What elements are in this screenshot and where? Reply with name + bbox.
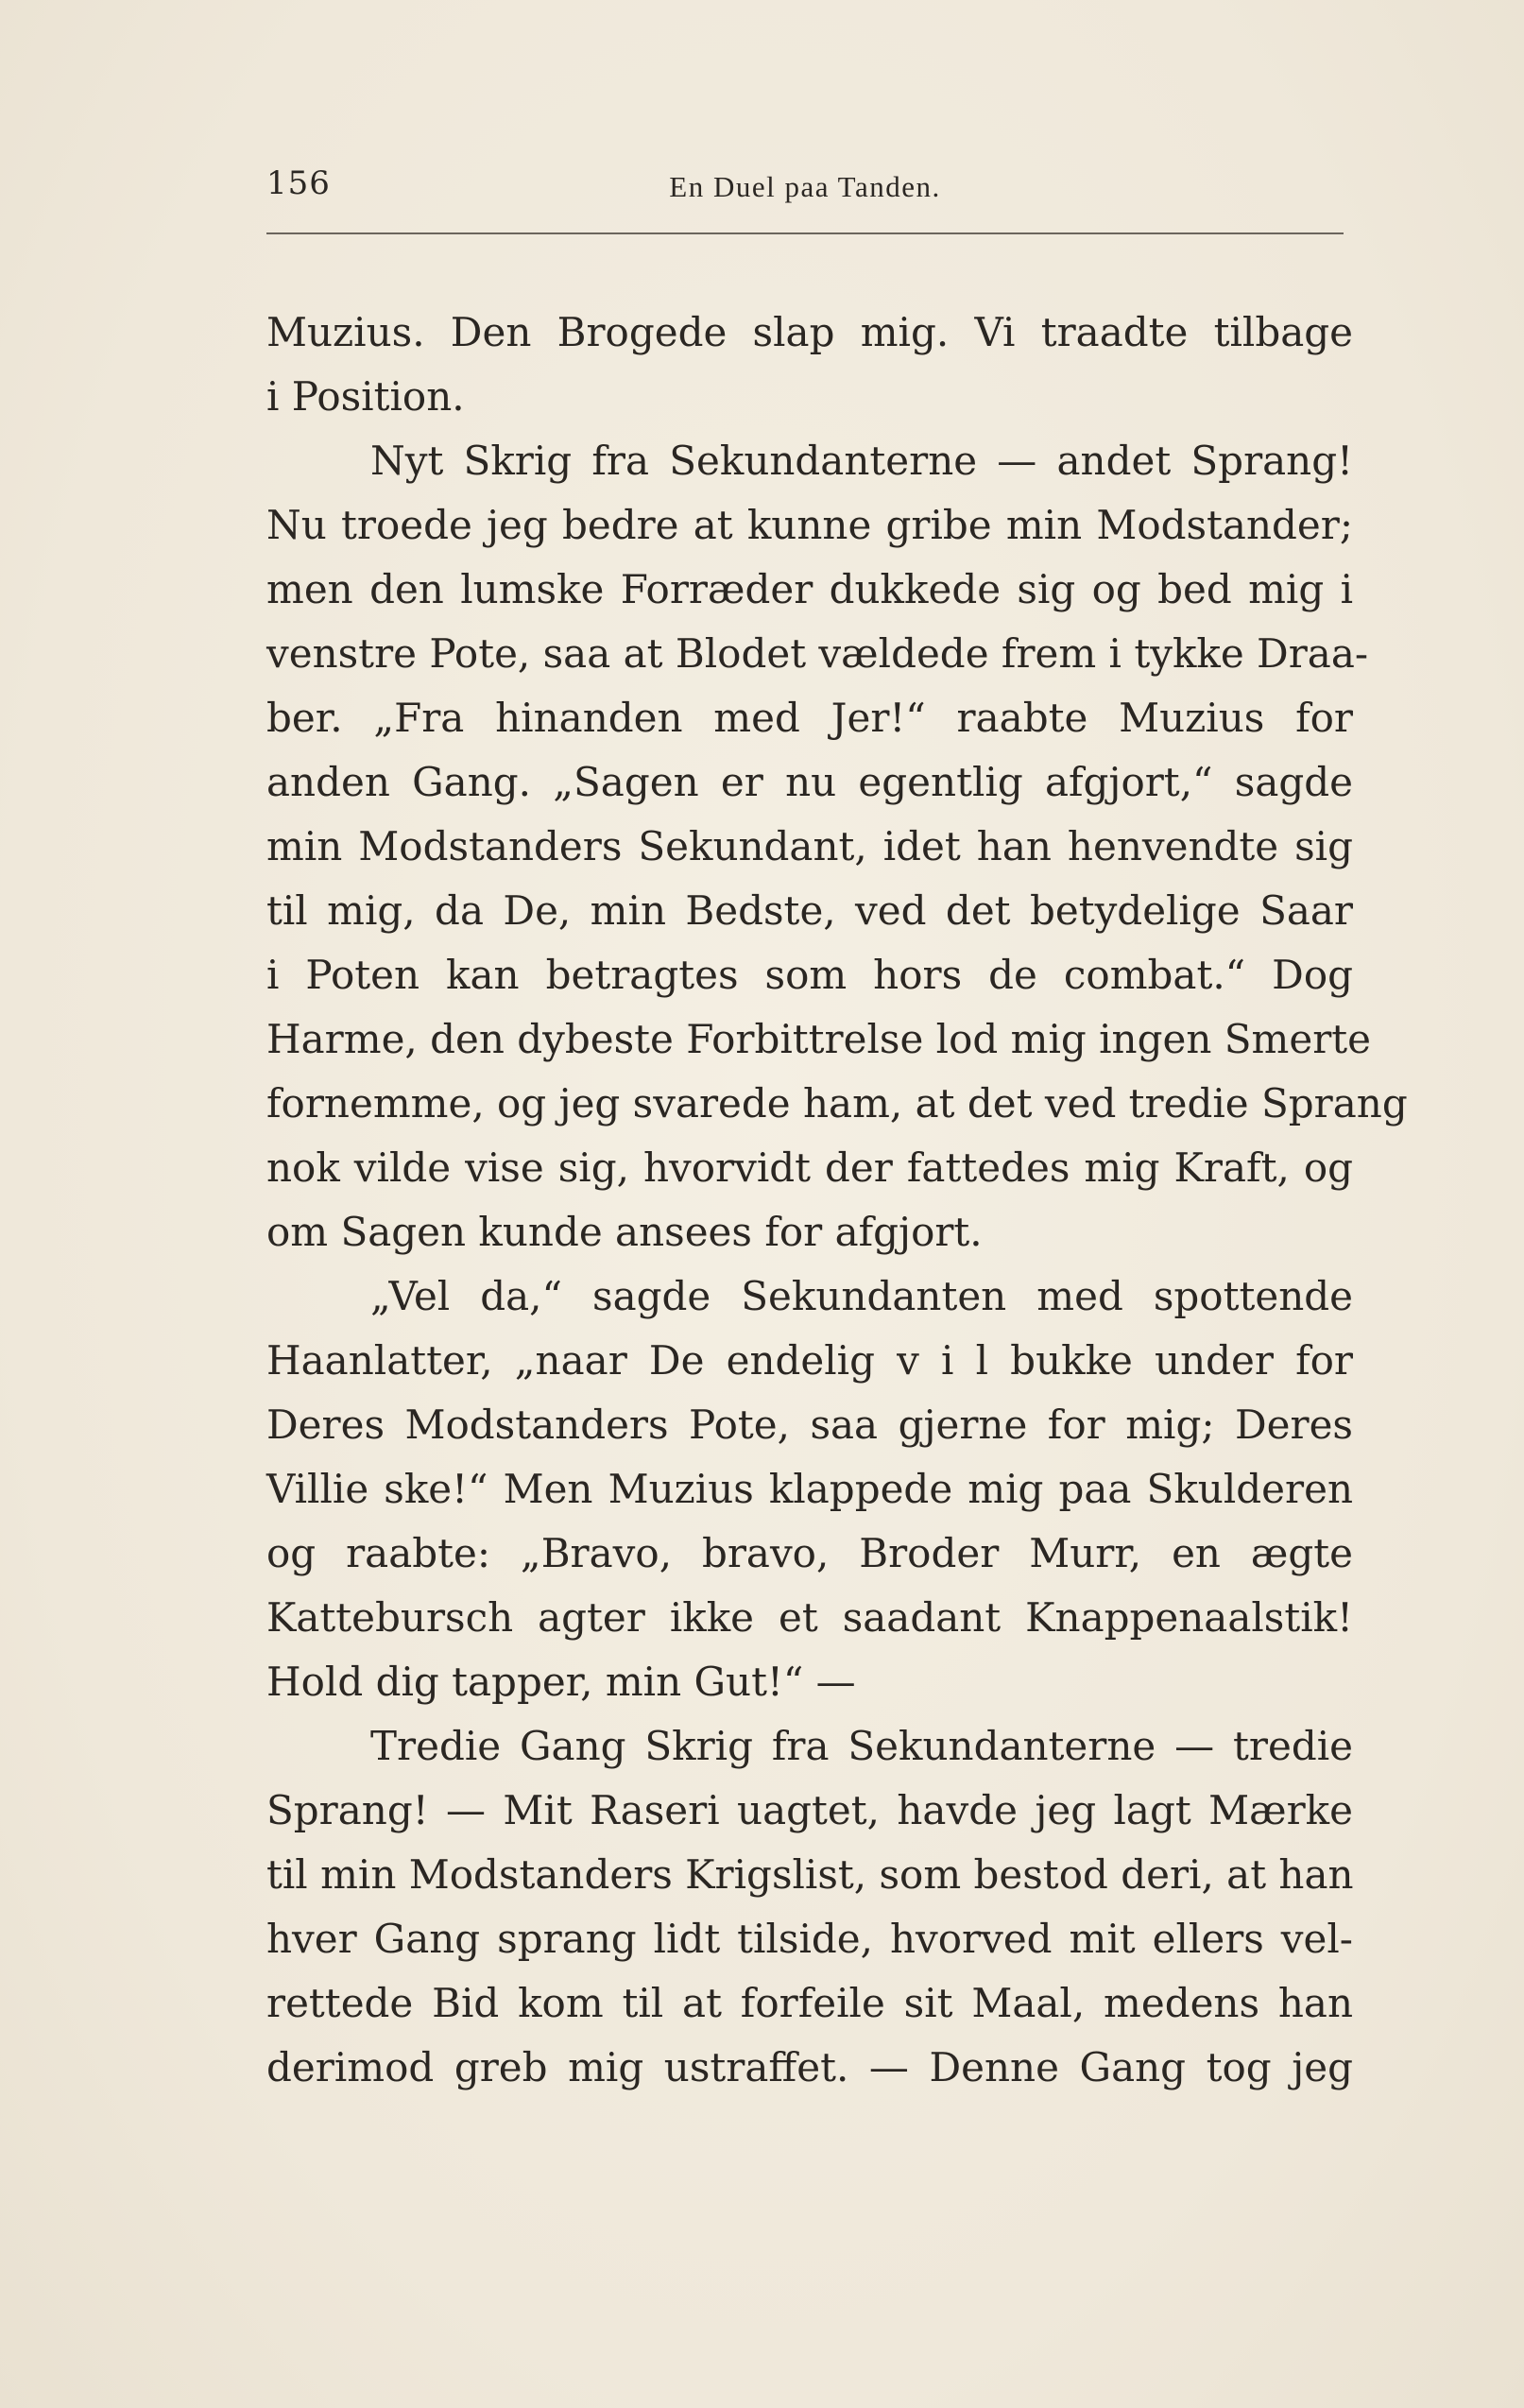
text-line: anden Gang. „Sagen er nu egentlig afgjort,“ sagde [266,759,1353,805]
text-line: til min Modstanders Krigslist, som bestod deri, at han [266,1851,1354,1898]
text-line: „Vel da,“ sagde Sekundanten med spottende [370,1273,1353,1319]
text-line: rettede Bid kom til at forfeile sit Maal, medens han [266,1980,1353,2026]
text-line: Haanlatter, „naar De endelig v i l bukke under for [266,1337,1353,1384]
text-line: venstre Pote, saa at Blodet vældede frem i tykke Draa- [266,630,1369,677]
text-line: Kattebursch agter ikke et saadant Knappenaalstik! [266,1594,1353,1641]
text-line: derimod greb mig ustraffet. — Denne Gang tog jeg [266,2044,1353,2090]
text-line: min Modstanders Sekundant, idet han henvendte sig [266,823,1353,869]
running-head [266,159,1344,215]
text-line: hver Gang sprang lidt tilside, hvorved mit ellers vel- [266,1916,1353,1962]
text-line: Deres Modstanders Pote, saa gjerne for mig; Deres [266,1402,1353,1448]
text-line: til mig, da De, min Bedste, ved det betydelige Saar [266,887,1353,934]
text-line: i Poten kan betragtes som hors de combat.“ Dog [266,952,1353,998]
text-line: Muzius. Den Brogede slap mig. Vi traadte tilbage [266,309,1353,355]
text-line: Harme, den dybeste Forbittrelse lod mig ingen Smerte [266,1016,1372,1062]
text-line: nok vilde vise sig, hvorvidt der fattedes mig Kraft, og [266,1144,1353,1191]
header-rule [266,232,1344,234]
running-title: En Duel paa Tanden. [669,170,941,203]
text-line: ber. „Fra hinanden med Jer!“ raabte Muzius for [266,695,1353,741]
text-line: Hold dig tapper, min Gut!“ — [266,1659,856,1705]
text-line: om Sagen kunde ansees for afgjort. [266,1209,983,1255]
text-line: i Position. [266,373,465,420]
text-line: Nyt Skrig fra Sekundanterne — andet Sprang! [370,438,1353,484]
text-line: og raabte: „Bravo, bravo, Broder Murr, en ægte [266,1530,1353,1576]
page-number: 156 [266,164,331,202]
text-line: Tredie Gang Skrig fra Sekundanterne — tredie [370,1723,1353,1769]
text-line: Villie ske!“ Men Muzius klappede mig paa Skulderen [266,1466,1353,1512]
text-line: fornemme, og jeg svarede ham, at det ved tredie Sprang [266,1080,1408,1127]
body-text [266,301,1408,2100]
text-line: Sprang! — Mit Raseri uagtet, havde jeg lagt Mærke [266,1787,1353,1833]
text-line: men den lumske Forræder dukkede sig og bed mig i [266,566,1353,612]
text-line: Nu troede jeg bedre at kunne gribe min Modstander; [266,502,1353,548]
